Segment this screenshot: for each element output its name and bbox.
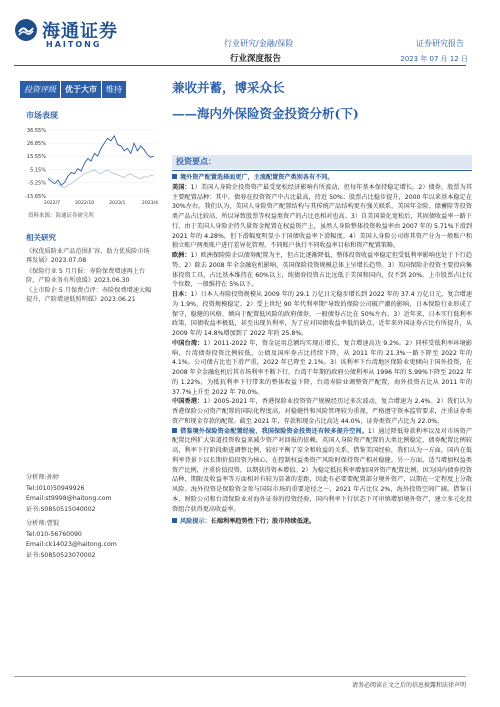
paragraph-eu: 欧洲：1）欧洲保险险企以债券配置为主，但占比逐渐降低，整体投资收益率稳定但受低利率影响也处于下行趋势。2）除去 2008 年全金融危机影响，英国保险投资规模总体上呈增长趋势。3）英国保险企投资主要投向集体投资工具，占比基本维持在 60%以上，纯债券投资占比远低于美国和国内，仅不到 20%。上市股票占比仅个位数，一般维持在 5%以下。 — [172, 252, 472, 289]
analyst-name: 分析师:曹锟 — [26, 520, 60, 527]
rating-label: 投资评级 — [20, 81, 60, 98]
report-body — [172, 173, 472, 527]
header-divider — [14, 65, 466, 66]
report-label: 证券研究报告 — [416, 39, 464, 48]
analyst-email[interactable]: Email:st9998@haitong.com — [26, 495, 112, 502]
paragraph-hk: 中国香港：1）2005-2021 年，香港保险业投资资产规模经历过多次波动，复合增速为 2.4%。2）我们认为香港保险公司资产配置的国际化程度高，对稳健性和风险管理较为重视，严格遵守资本监管要求，注重证券类资产和现金存款的配置。截至 2021 年，存款和现金占比高达 44.0%，证券类资产占比为 22.0%。 — [172, 398, 472, 425]
analyst-tel: Tel:(010)50949926 — [26, 484, 85, 492]
related-item[interactable]: 《上市险企 5 月保费点评：寿险保费增速大幅提升，产险增速低照明媒》2023.06.21 — [26, 287, 152, 304]
paragraph-jp: 日本：1）日本人寿险投资规模从 2009 年的 29.1 万亿日元稳步增长到 2022 年的 37.4 万亿日元，复合增速为 1.9%，投资规模稳定。2）受上世纪 90 年代利率期"导致的保险公司破产潮的影响，日本保险行业形成了保守，稳健的风格，倾向于配置低风险的政府债券，一般债券占比在 50%左右。3）近年来，日本实行低利率政策，国债收益率极低，甚至出现负利率，为了应对国债收益率低的缺点，近年来外国证券占比有所提升，从 2009 年的 14.8%增加到了 2022 年的 25.8%。 — [172, 291, 472, 337]
x-tick-label: 2023/1 — [109, 201, 126, 206]
y-tick-label: 5.15% — [30, 167, 46, 174]
investment-points-divider — [172, 170, 472, 171]
x-tick-label: 2022/10 — [75, 201, 95, 206]
bullet-square-icon — [172, 428, 177, 433]
y-tick-label: -15.65% — [25, 193, 46, 200]
related-item[interactable]: 《权优质险业产品范围扩容，助力优质险市场再发展》2023.07.08 — [26, 248, 150, 265]
point-heading: 借鉴境外保险资金配置经验，我国保险资金投资还有较多提升空间。1）通过降低券款利率以及对市场资产配置比例扩大渠道投资收益来减少资产对回报的依赖，英国人身险资产配置的大类比例稳定，债券配置比例较高，利率下行阶段渐进调整比例，较好平衡了安全和收益的关系，借鉴美国经验，我们认为一方面，国内在低利率背景下以长期价值投资为核心，在控制权益类资产风险时保持资产相对稳健。另一方面，适当增加权益类资产比例，注重价值投资，以期获得资本增值。2）为稳定抵抗利率增加国外资产配置比例，因为国内债券投资品种、期限及收益率等方面相对有较为显著的差距，因此有必要要配置部分境外资产，以期在一定程度上分散风险。海外投资是保险资金参与国际市场的重要途径之一，2021 年占比仅 2%，海外投资空间广阔。借鉴日本、财险公司和台湾保险业对海外证券的投资经验，国内利率下行状态下可审慎增加境外资产，建立多元化投资组合获得更高收益率。 — [172, 427, 472, 513]
paragraph-tw: 中国台湾：1）2011-2022 年，资金运用总额均实现正增长，复合增速高达 9.2%。2）同样受低利率环境影响，台湾债券投资比例较低，公债及国库券占比持续下降，从 2011 年的 21.3%一路下降至 2022 年的 4.1%。公司债占比也下滑严重，2022 年已降至 2.1%。3）该利率下台湾地区保险业更倾向于国外投资，在 2008 年全金融危机后其市场利率不断下行，台湾干年期的政府公债利率从 1996 年的 5.99%下降至 2022 年的 1.22%，为抵抗利率下行带来的整体收益下降，台湾寿险业调整资产配置，海外投资占比从 2011 年的 37.7%上升至 2022 年 70.0%。 — [172, 339, 472, 396]
rating-action: 维持 — [102, 81, 126, 98]
bullet-square-icon — [172, 174, 177, 179]
rating-badge — [20, 81, 127, 98]
paragraph-us: 美国：1）美国人身险企投资资产最受宽松经济影响有所波动，但每年基本保持稳定增长。2）债券，股票为其主要配置品种：其中，债券在投资资产中占比最高，持近 50%；股票占比稳步提升，2000 年以来基本稳定在 30%左右。我们认为，美国人身险资产配置结构与其传统产品结构更有强关联系。美国年金险、储蓄险等投资类产品占比较高，所以导致股票等权益类资产的占比也相对也高。3）自美国量化宽松后，其固债收益率一路下行，由于美国人身险企持久量资金配置在权益资产上，虽然人身险整体投资收益率由 2007 年的 5.71%下滑到 2021 年的 4.28%，但下滑幅度明显小于国债收益率下滑幅度。4）美国人身险公司将其资产分为一般账户和独立账户两类账户进行差异化管理，不同账户执行不同收益率目标和资产配置策略。 — [172, 183, 472, 250]
chart-series-line — [48, 170, 154, 188]
point-heading: 境外资产配置选择面更广，主流配置资产类别各有不同。 — [172, 173, 472, 183]
related-research-title: 相关研究 — [26, 233, 56, 242]
report-subtitle: ——海内外保险资金投资分析(下) — [172, 106, 359, 121]
y-tick-label: 26.85% — [26, 141, 46, 147]
y-tick-label: 15.55% — [26, 154, 46, 161]
footer-disclaimer: 请务必阅读正文之后的信息披露和法律声明 — [351, 682, 466, 689]
risk-warning: 风险提示：长端利率趋势性下行；股市持续低迷。 — [172, 517, 472, 527]
analyst-email[interactable]: Email:ck14023@haitong.com — [26, 541, 117, 548]
analyst-tel: Tel:010-56760090 — [26, 530, 82, 538]
report-header — [0, 0, 500, 64]
rating-value: 优于大市 — [61, 81, 101, 98]
footer-divider — [14, 676, 466, 677]
x-tick-label: 2022/7 — [43, 201, 61, 206]
logo-text-en: HAITONG — [46, 40, 102, 49]
analyst-name: 分析师:孙婷 — [26, 474, 60, 481]
report-category: 行业研究/金融/保险 — [224, 39, 294, 48]
y-tick-label: 36.55% — [26, 127, 46, 134]
market-performance-title: 市场表现 — [26, 111, 58, 120]
analyst-cert: 证书:S0850515040002 — [26, 505, 96, 513]
market-performance-chart — [18, 126, 158, 208]
related-research-list — [26, 247, 152, 306]
logo-text-cn: 海通证券 — [42, 21, 118, 42]
investment-points-label: 投资要点： — [176, 157, 216, 166]
analyst-info — [26, 473, 117, 561]
x-tick-label: 2023/4 — [141, 201, 158, 206]
report-type: 行业深度报告 — [230, 54, 282, 64]
y-tick-label: -5.25% — [28, 180, 46, 187]
investment-points-band — [172, 155, 472, 169]
related-item[interactable]: 《保险行业 5 月月报：寿险保费增速再上台阶，产险业务有所放缓》2023.06.30 — [26, 267, 146, 284]
bullet-square-icon — [172, 518, 177, 523]
haitong-logo-icon — [14, 18, 38, 42]
report-date: 2023 年 07 月 12 日 — [400, 55, 468, 63]
chart-source: 资料来源：海通证券研究所 — [28, 213, 95, 219]
report-title: 兼收并蓄，博采众长 — [172, 80, 285, 95]
analyst-cert: 证书:S0850523070002 — [26, 551, 96, 559]
